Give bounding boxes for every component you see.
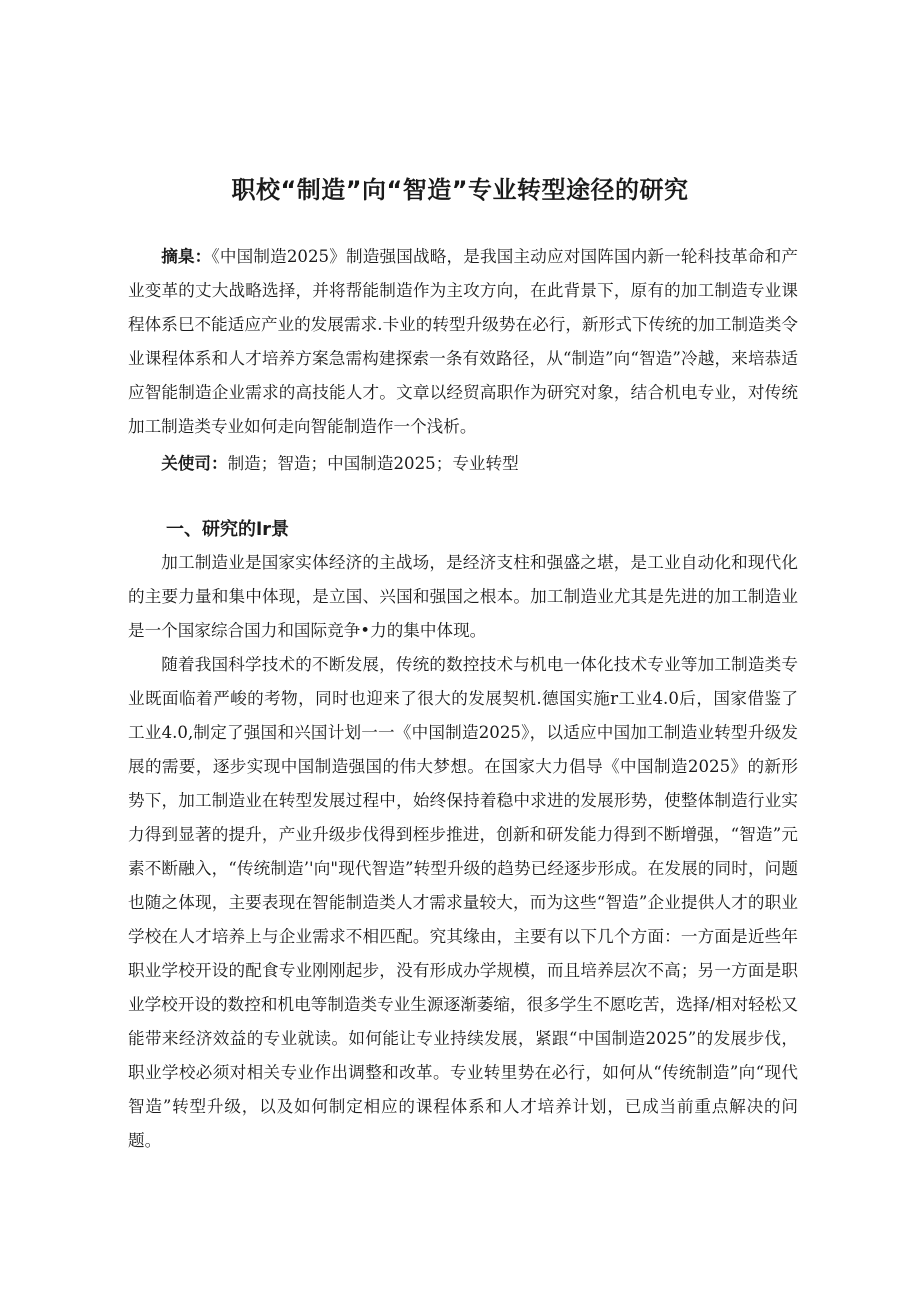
abstract	[128, 240, 798, 444]
body-paragraph: 随着我国科学技术的不断发展，传统的数控技术与机电一体化技术专业等加工制造类专业既面临着严峻的考物，同时也迎来了很大的发展契机.德国实施r工业4.0后，国家借鉴了工业4.0,制定了强国和兴国计划一一《中国制造2025》，以适应中国加工制造业转型升级发展的需要，逐步实现中国制造强国的伟大梦想。在国家大力倡导《中国制造2025》的新形势下，加工制造业在转型发展过程中，始终保持着稳中求进的发展形势，使整体制造行业实力得到显著的提升，产业升级步伐得到桎步推进，创新和研发能力得到不断增强，“智造”元素不断融入，“传统制造’'向"现代智造”转型升级的趋势已经逐步形成。在发展的同时，问题也随之体现，主要表现在智能制造类人才需求量较大，而为这些“智造”企业提供人才的职业学校在人才培养上与企业需求不相匹配。究其缘由，主要有以下几个方面：一方面是近些年职业学校开设的配食专业刚刚起步，没有形成办学规模，而且培养层次不高；另一方面是职业学校开设的数控和机电等制造类专业生源逐渐萎缩，很多学生不愿吃苦，选择/相对轻松又能带来经济效益的专业就读。如何能让专业持续发展，紧跟“中国制造2025”的发展步伐，职业学校必须对相关专业作出调整和改革。专业转里势在必行，如何从“传统制造”向“现代智造”转型升级，以及如何制定相应的课程体系和人才培养计划，已成当前重点解决的问题。	[128, 655, 798, 1150]
keywords-text: 制造；智造；中国制造2025；专业转型	[227, 454, 519, 473]
keywords-label: 关使司：	[161, 454, 228, 473]
section-body	[128, 546, 798, 1158]
abstract-text: 《中国制造2025》制造强国战略，是我国主动应对国阵国内新一轮科技革命和产业变革的丈大战略选择，并将帮能制造作为主攻方向，在此背景下，原有的加工制造专业课程体系巳不能适应产业的发展需求.卡业的转型升级势在必行，新形式下传统的加工制造类令业课程体系和人才培养方案急需构建探索一条有效路径，从“制造”向“智造”冷越，来培恭适应智能制造企业需求的高技能人才。文章以经贸高职作为研究对象，结合机电专业，对传统加工制造类专业如何走向智能制造作一个浅析。	[128, 247, 799, 436]
abstract-label: 摘臬：	[161, 247, 212, 266]
body-paragraph: 加工制造业是国家实体经济的主战场，是经济支柱和强盛之堪，是工业自动化和现代化的主要力量和集中体现，是立国、兴国和强国之根本。加工制造业尤其是先进的加工制造业是一个国家综合国力和国际竞争•力的集中体现。	[128, 553, 798, 640]
page-title: 职校“制造”向“智造”专业转型途径的研究	[231, 176, 689, 204]
section-heading: 一、研究的lr景	[166, 519, 290, 540]
keywords	[128, 447, 798, 481]
